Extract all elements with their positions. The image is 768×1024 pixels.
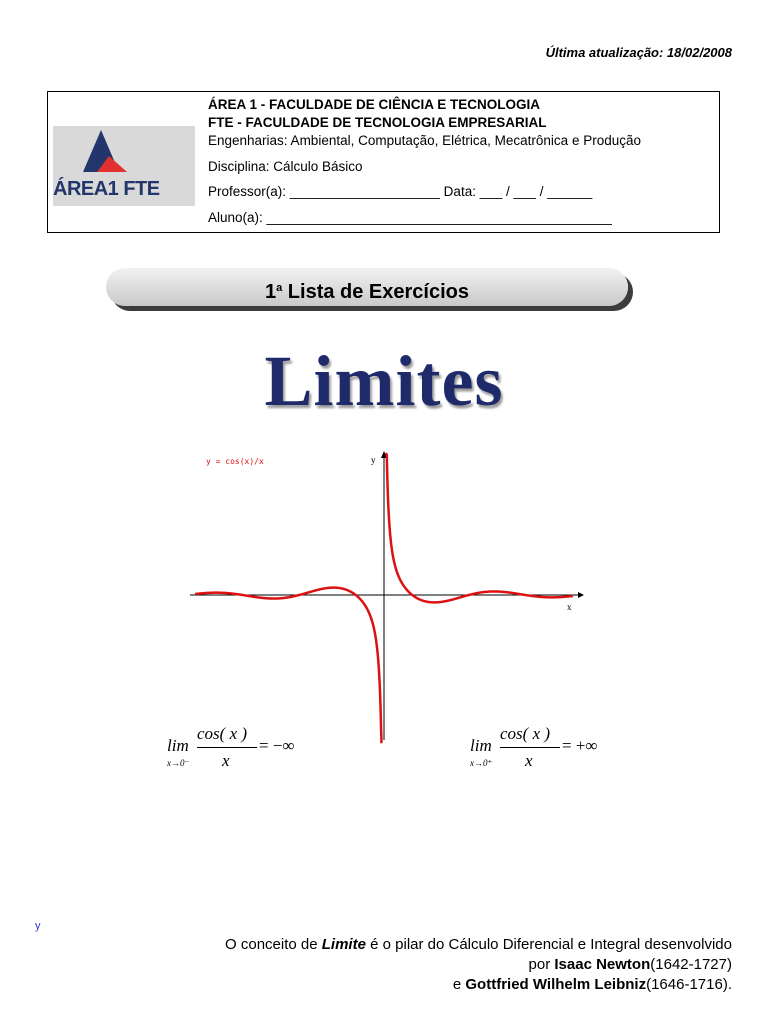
header-discipline: Disciplina: Cálculo Básico — [208, 159, 363, 174]
header-student: Aluno(a): ______________________________________________ — [208, 210, 612, 225]
limit-left-result: = −∞ — [259, 736, 295, 755]
logo-text: ÁREA1 FTE — [53, 178, 160, 200]
title-text: Lista de Exercícios — [282, 281, 469, 303]
function-label: y = cos(x)/x — [206, 457, 264, 466]
footer-text-4: (1642-1727) — [650, 956, 732, 973]
header-line-fte: FTE - FACULDADE DE TECNOLOGIA EMPRESARIAL — [208, 115, 547, 130]
footer-text-2: é o pilar do Cálculo Diferencial e Integral desenvolvido — [365, 936, 732, 953]
limit-left-denominator: x — [222, 751, 230, 770]
header-line-area1: ÁREA 1 - FACULDADE DE CIÊNCIA E TECNOLOGIA — [208, 97, 541, 112]
footer-text-5: e — [452, 976, 466, 993]
limit-left-fraction-bar — [197, 747, 257, 748]
limit-right-fraction-bar — [500, 747, 560, 748]
footer-text-6: (1646-1716). — [646, 976, 732, 993]
institution-logo — [53, 126, 195, 206]
footer-line-3 — [225, 975, 732, 995]
footer-line-2 — [225, 955, 732, 975]
x-axis-arrow-icon — [578, 592, 584, 598]
footer-leibniz: Gottfried Wilhelm Leibniz — [465, 976, 647, 993]
header-engineering-courses: Engenharias: Ambiental, Computação, Elétrica, Mecatrônica e Produção — [208, 133, 641, 148]
footer-newton: Isaac Newton — [554, 956, 651, 973]
limit-right-result: = +∞ — [562, 736, 598, 755]
limit-left-sub: x→0⁻ — [167, 758, 190, 768]
header-box — [47, 91, 720, 233]
last-update-date: Última atualização: 18/02/2008 — [545, 45, 732, 60]
y-axis-label: y — [371, 455, 376, 465]
footer-limite: Limite — [321, 936, 366, 953]
limit-right-numerator: cos( x ) — [500, 724, 551, 743]
header-professor-date: Professor(a): ____________________ Data: ___ / ___ / ______ — [208, 184, 593, 199]
footer-paragraph — [225, 935, 732, 995]
footer-text-3: por — [528, 956, 555, 973]
limit-right-sub: x→0⁺ — [470, 758, 493, 768]
limit-right-lim: lim — [470, 736, 492, 755]
function-graph — [186, 448, 586, 748]
title-ordinal: 1 — [264, 281, 277, 303]
curve-right-branch — [385, 454, 573, 602]
limit-left-lim: lim — [167, 736, 189, 755]
title-ordinal-sup: a — [276, 282, 283, 294]
main-title: Limites — [264, 341, 504, 421]
footer-line-1 — [225, 935, 732, 955]
x-axis-label: x — [567, 602, 572, 612]
limit-left-numerator: cos( x ) — [197, 724, 248, 743]
footer-text-1: O conceito de — [225, 936, 322, 953]
exercise-list-title — [106, 268, 628, 306]
limit-right-denominator: x — [525, 751, 533, 770]
curve-left-branch — [195, 588, 383, 742]
stray-y-label: y — [35, 920, 41, 932]
